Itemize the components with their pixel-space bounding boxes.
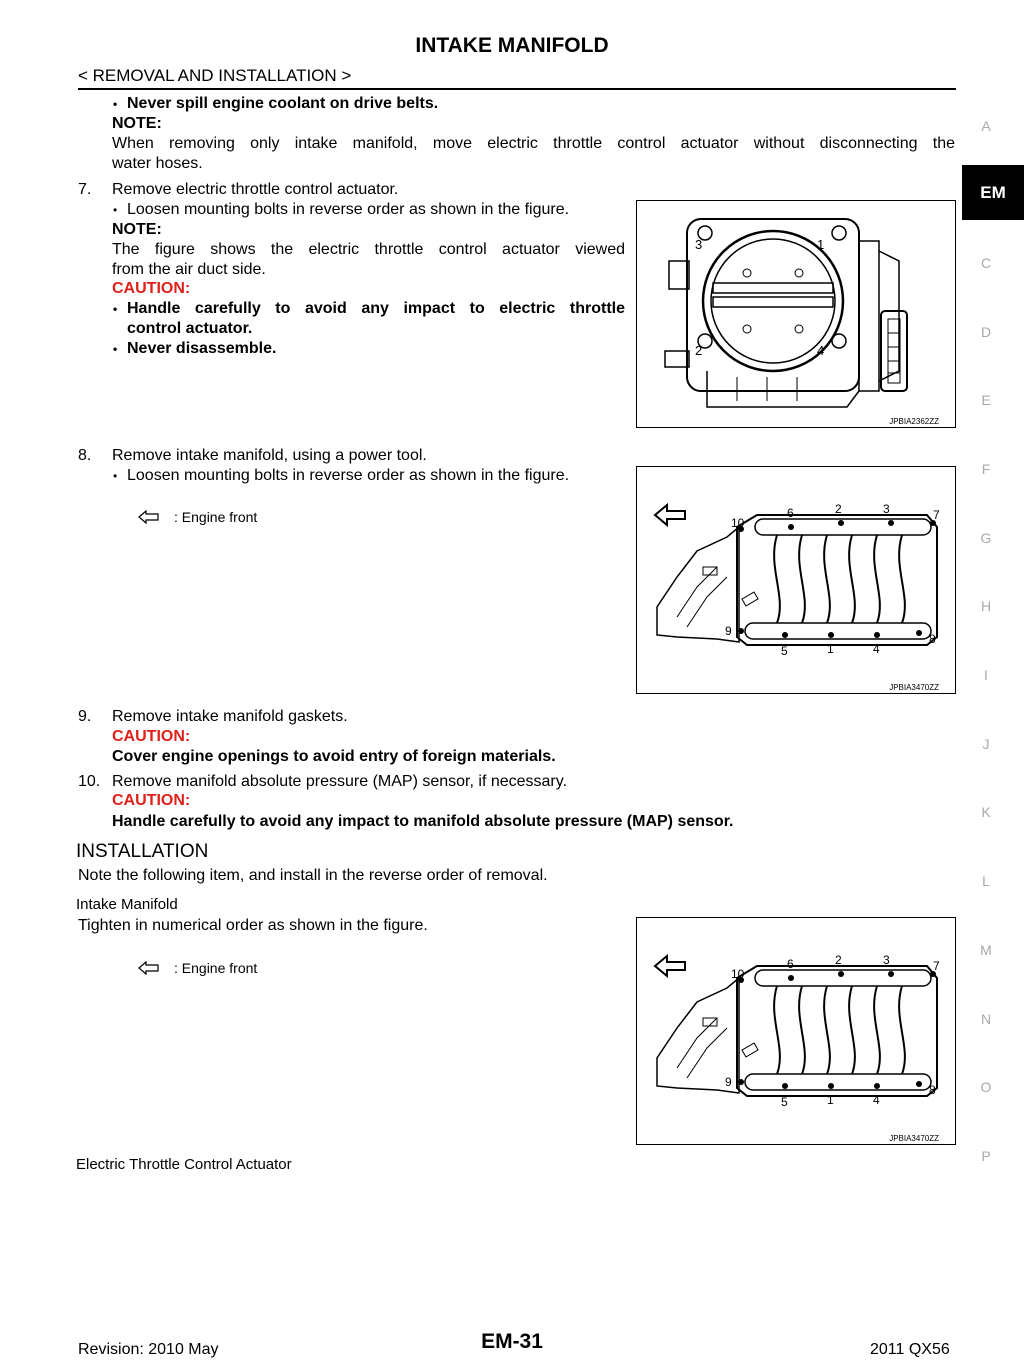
figure-manifold-installation xyxy=(636,917,956,1145)
bolt-label: 4 xyxy=(817,343,825,358)
caution-label: CAUTION: xyxy=(112,792,191,809)
bolt-label: 4 xyxy=(873,642,880,656)
step-9-text: Remove intake manifold gaskets. xyxy=(112,708,348,725)
caution-bullet-line1: • Handle carefully to avoid any impact to electric throttle xyxy=(127,299,625,319)
bolt-label: 9 xyxy=(725,624,732,638)
step-10-caution: Handle carefully to avoid any impact to manifold absolute pressure (MAP) sensor. xyxy=(112,813,734,830)
figure-throttle-actuator xyxy=(636,200,956,428)
caution-bullet-line2: control actuator. xyxy=(127,320,253,337)
bolt-label: 2 xyxy=(695,343,703,358)
bolt-label: 10 xyxy=(731,516,745,530)
step-number: 10. xyxy=(78,773,101,790)
intake-manifold-text: Tighten in numerical order as shown in the figure. xyxy=(78,917,428,934)
step-7-bullet: • Loosen mounting bolts in reverse order as shown in the figure. xyxy=(127,200,569,220)
bolt-label: 3 xyxy=(883,953,890,967)
figure-manifold-removal xyxy=(636,466,956,694)
note-label: NOTE: xyxy=(112,115,162,132)
throttle-actuator-drawing xyxy=(637,201,955,427)
bolt-label: 8 xyxy=(929,1083,936,1097)
header-divider xyxy=(78,88,956,90)
legend-engine-front: : Engine front xyxy=(174,960,258,976)
step-10-text: Remove manifold absolute pressure (MAP) sensor, if necessary. xyxy=(112,773,568,790)
manifold-drawing xyxy=(637,467,955,693)
bolt-label: 2 xyxy=(835,953,842,967)
bolt-label: 7 xyxy=(933,959,940,973)
side-index-letter[interactable]: N xyxy=(980,1011,992,1027)
step-7-text: Remove electric throttle control actuator. xyxy=(112,181,399,198)
caution-label: CAUTION: xyxy=(112,280,191,297)
manifold-drawing xyxy=(637,918,955,1144)
intake-manifold-heading: Intake Manifold xyxy=(76,896,178,913)
side-index-letter[interactable]: G xyxy=(980,530,992,546)
side-index-letter[interactable]: M xyxy=(980,942,992,958)
bullet-coolant: • Never spill engine coolant on drive belts. xyxy=(127,94,438,114)
note-text-line1: When removing only intake manifold, move electric throttle control actuator without disconnecting the xyxy=(112,135,955,152)
side-index-letter[interactable]: C xyxy=(980,255,992,271)
bolt-label: 3 xyxy=(695,237,703,252)
step-number: 9. xyxy=(78,708,92,725)
side-index-letter[interactable]: F xyxy=(981,461,991,477)
step-number: 8. xyxy=(78,447,92,464)
bolt-label: 5 xyxy=(781,1095,788,1109)
bolt-label: 1 xyxy=(827,642,834,656)
figure-code: JPBIA2362ZZ xyxy=(889,417,939,426)
page-title: INTAKE MANIFOLD xyxy=(415,34,609,57)
etc-heading: Electric Throttle Control Actuator xyxy=(76,1156,292,1173)
note-text-line2: water hoses. xyxy=(112,155,203,172)
bolt-label: 7 xyxy=(933,508,940,522)
figure-code: JPBIA3470ZZ xyxy=(889,683,939,692)
engine-front-arrow-icon xyxy=(138,961,160,975)
side-index-letter[interactable]: L xyxy=(982,873,990,889)
side-index-letter[interactable]: H xyxy=(980,598,992,614)
bolt-label: 6 xyxy=(787,957,794,971)
bolt-label: 4 xyxy=(873,1093,880,1107)
step-7-note-line1: The figure shows the electric throttle control actuator viewed xyxy=(112,241,625,258)
engine-front-arrow-icon xyxy=(138,510,160,524)
bolt-label: 6 xyxy=(787,506,794,520)
step-8-bullet: • Loosen mounting bolts in reverse order as shown in the figure. xyxy=(127,466,569,486)
caution-bullet-disassemble: • Never disassemble. xyxy=(127,339,276,359)
breadcrumb: < REMOVAL AND INSTALLATION > xyxy=(78,66,352,85)
footer-model: 2011 QX56 xyxy=(870,1341,950,1358)
step-7-note-line2: from the air duct side. xyxy=(112,261,266,278)
bolt-label: 1 xyxy=(817,237,825,252)
bolt-label: 1 xyxy=(827,1093,834,1107)
page-number: EM-31 xyxy=(481,1330,543,1353)
step-8-text: Remove intake manifold, using a power tool. xyxy=(112,447,427,464)
side-index-letter[interactable]: I xyxy=(984,667,988,683)
bolt-label: 10 xyxy=(731,967,745,981)
footer-revision: Revision: 2010 May xyxy=(78,1341,219,1358)
section-tab-em[interactable]: EM xyxy=(962,165,1024,220)
bolt-label: 3 xyxy=(883,502,890,516)
legend-engine-front: : Engine front xyxy=(174,509,258,525)
figure-code: JPBIA3470ZZ xyxy=(889,1134,939,1143)
bolt-label: 5 xyxy=(781,644,788,658)
bolt-label: 2 xyxy=(835,502,842,516)
bolt-label: 8 xyxy=(929,632,936,646)
installation-heading: INSTALLATION xyxy=(76,841,209,862)
caution-label: CAUTION: xyxy=(112,728,191,745)
side-index-letter[interactable]: K xyxy=(981,804,991,820)
side-index-letter[interactable]: O xyxy=(980,1079,992,1095)
step-9-caution: Cover engine openings to avoid entry of foreign materials. xyxy=(112,748,556,765)
side-index-letter[interactable]: J xyxy=(982,736,990,752)
installation-text: Note the following item, and install in the reverse order of removal. xyxy=(78,867,548,884)
step-number: 7. xyxy=(78,181,92,198)
note-label: NOTE: xyxy=(112,221,162,238)
side-index-letter[interactable]: A xyxy=(981,118,991,134)
side-index-letter[interactable]: P xyxy=(981,1148,991,1164)
side-index-letter[interactable]: E xyxy=(981,392,991,408)
side-index-letter[interactable]: D xyxy=(980,324,992,340)
bolt-label: 9 xyxy=(725,1075,732,1089)
